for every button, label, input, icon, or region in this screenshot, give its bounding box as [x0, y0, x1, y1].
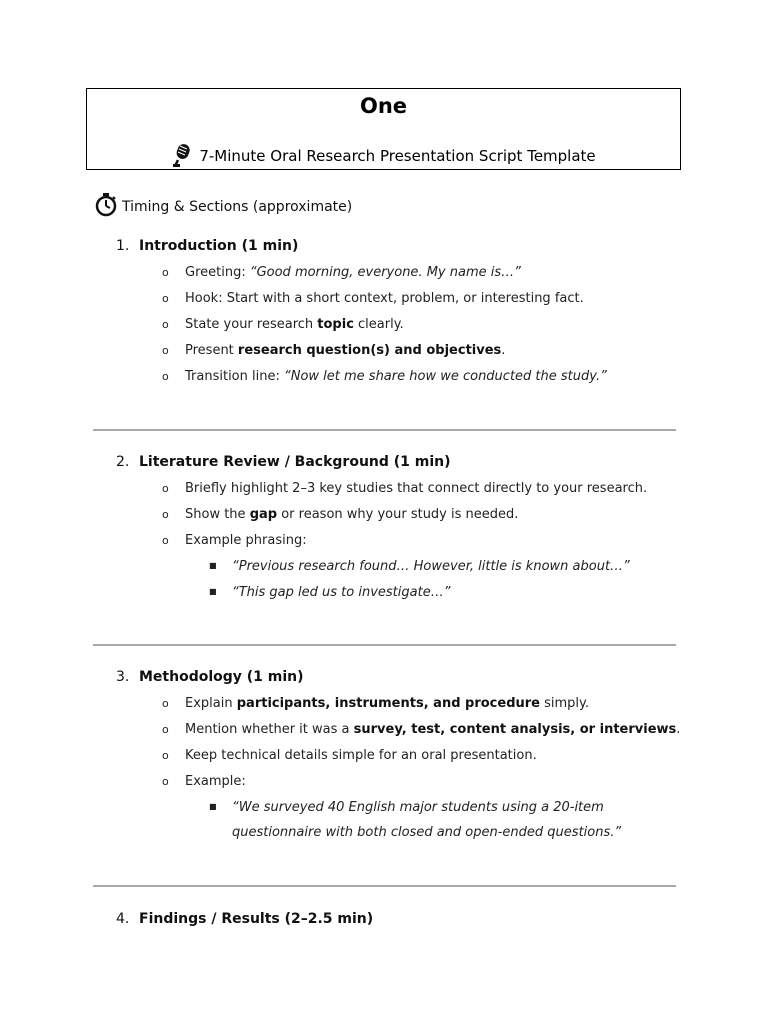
list-item: o Example:	[162, 774, 246, 789]
sub-list-item: ■ “This gap led us to investigate…”	[209, 585, 451, 600]
list-item: o Present research question(s) and objectives.	[162, 343, 506, 358]
list-item: o Greeting: “Good morning, everyone. My name is…”	[162, 265, 521, 280]
list-item: o Briefly highlight 2–3 key studies that connect directly to your research.	[162, 481, 648, 496]
bullet-marker: o	[162, 292, 169, 305]
bullet-marker: o	[162, 344, 169, 357]
bullet-marker: o	[162, 697, 169, 710]
microphone-icon	[171, 143, 193, 171]
section-number: 1.	[116, 238, 130, 254]
title-box	[86, 88, 681, 170]
square-bullet-marker: ■	[209, 587, 217, 596]
section-3-heading	[116, 669, 304, 685]
list-item: o Mention whether it was a survey, test, content analysis, or interviews.	[162, 722, 681, 737]
section-number: 3.	[116, 669, 130, 685]
section-title: Methodology (1 min)	[139, 669, 304, 685]
list-item: o Transition line: “Now let me share how we conducted the study.”	[162, 369, 607, 384]
sub-list-item-continuation: questionnaire with both closed and open-ended questions.”	[232, 825, 622, 840]
subtitle-text: 7-Minute Oral Research Presentation Script Template	[199, 147, 596, 165]
bullet-marker: o	[162, 370, 169, 383]
section-2-heading	[116, 454, 451, 470]
sub-list-item: ■ “Previous research found… However, little is known about…”	[209, 559, 630, 574]
bullet-marker: o	[162, 508, 169, 521]
document-title: One	[359, 94, 408, 118]
section-number: 4.	[116, 911, 130, 927]
section-divider	[93, 429, 676, 431]
list-item: o Show the gap or reason why your study is needed.	[162, 507, 519, 522]
section-divider	[93, 885, 676, 887]
bullet-marker: o	[162, 318, 169, 331]
document-subtitle	[87, 143, 680, 171]
stopwatch-icon	[95, 193, 117, 221]
bullet-marker: o	[162, 723, 169, 736]
bullet-marker: o	[162, 534, 169, 547]
list-item: o Example phrasing:	[162, 533, 307, 548]
square-bullet-marker: ■	[209, 802, 217, 811]
square-bullet-marker: ■	[209, 561, 217, 570]
bullet-marker: o	[162, 266, 169, 279]
section-title: Literature Review / Background (1 min)	[139, 454, 451, 470]
list-item: o State your research topic clearly.	[162, 317, 404, 332]
timing-label: Timing & Sections (approximate)	[122, 199, 353, 215]
section-title: Introduction (1 min)	[139, 238, 299, 254]
bullet-marker: o	[162, 482, 169, 495]
section-4-heading	[116, 911, 373, 927]
section-title: Findings / Results (2–2.5 min)	[139, 911, 374, 927]
list-item: o Explain participants, instruments, and procedure simply.	[162, 696, 590, 711]
list-item: o Keep technical details simple for an oral presentation.	[162, 748, 537, 763]
section-divider	[93, 644, 676, 646]
timing-heading	[95, 193, 352, 221]
section-1-heading	[116, 238, 298, 254]
bullet-marker: o	[162, 749, 169, 762]
bullet-marker: o	[162, 775, 169, 788]
section-number: 2.	[116, 454, 130, 470]
sub-list-item: ■ “We surveyed 40 English major students using a 20-item	[209, 800, 604, 815]
list-item: o Hook: Start with a short context, problem, or interesting fact.	[162, 291, 584, 306]
